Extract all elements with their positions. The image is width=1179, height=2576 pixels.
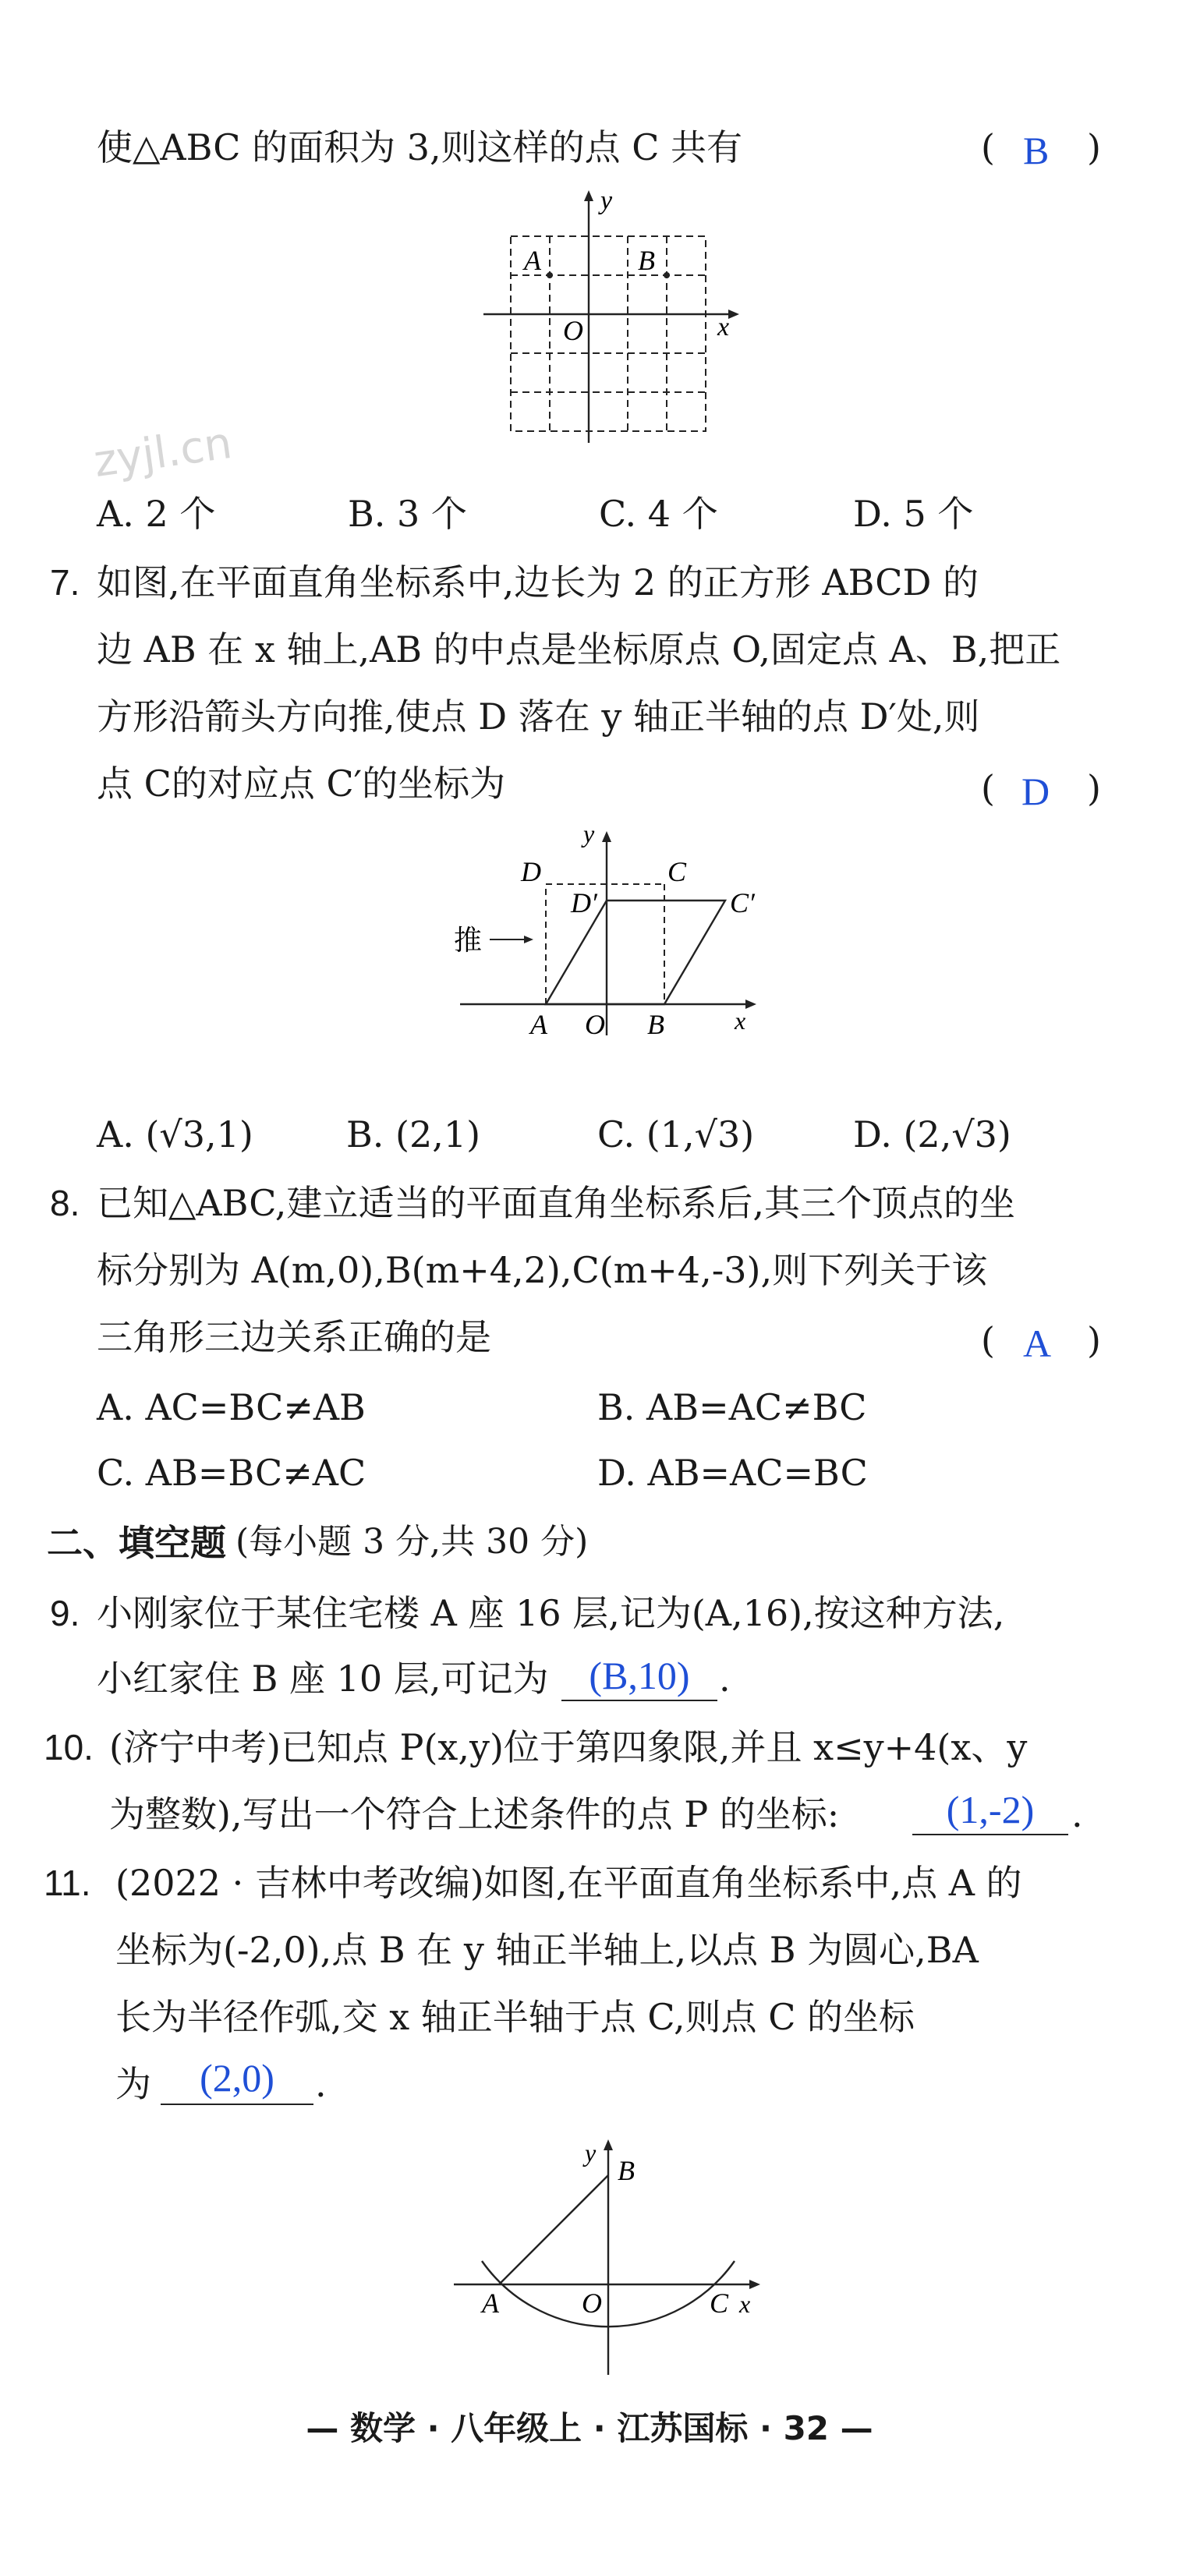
q7-label-d: D bbox=[521, 856, 541, 887]
q8-line-2: 标分别为 A(m,0),B(m+4,2),C(m+4,-3),则下列关于该 bbox=[97, 1249, 988, 1291]
q10-answer-blank: (1,-2) bbox=[912, 1787, 1068, 1835]
q11-line-4: 为 bbox=[115, 2063, 151, 2105]
q6-label-o: O bbox=[563, 315, 583, 346]
q9-line-1: 小刚家位于某住宅楼 A 座 16 层,记为(A,16),按这种方法, bbox=[97, 1592, 1005, 1634]
q6-option-a: A. 2 个 bbox=[97, 493, 216, 535]
q9-end: . bbox=[719, 1658, 731, 1700]
q7-label-b: B bbox=[647, 1009, 664, 1040]
q11-label-y: y bbox=[585, 2139, 597, 2167]
q6-stem: 使△ABC 的面积为 3,则这样的点 C 共有 bbox=[97, 126, 743, 168]
q6-answer: B bbox=[1023, 129, 1050, 172]
q7-line-4: 点 C的对应点 C′的坐标为 bbox=[97, 763, 506, 805]
q7-label-push: 推 bbox=[454, 925, 483, 956]
q8-paren-close: ) bbox=[1087, 1319, 1101, 1361]
q7-line-2: 边 AB 在 x 轴上,AB 的中点是坐标原点 O,固定点 A、B,把正 bbox=[97, 628, 1061, 671]
q8-paren-open: ( bbox=[981, 1319, 995, 1361]
q8-line-3: 三角形三边关系正确的是 bbox=[97, 1316, 491, 1358]
section-title: 二、填空题 bbox=[47, 1522, 226, 1564]
q11-line-2: 坐标为(-2,0),点 B 在 y 轴正半轴上,以点 B 为圆心,BA bbox=[115, 1929, 979, 1971]
q7-option-d: D. (2,√3) bbox=[853, 1113, 1011, 1155]
q11-number: 11. bbox=[44, 1863, 91, 1903]
q7-paren-open: ( bbox=[981, 767, 995, 809]
q11-label-x: x bbox=[739, 2290, 751, 2318]
q10-line-1: (济宁中考)已知点 P(x,y)位于第四象限,并且 x≤y+4(x、y bbox=[109, 1726, 1028, 1768]
q6-paren-close: ) bbox=[1087, 126, 1101, 168]
q11-label-a: A bbox=[482, 2288, 499, 2319]
q6-option-d: D. 5 个 bbox=[853, 493, 974, 535]
q11-line-3: 长为半径作弧,交 x 轴正半轴于点 C,则点 C 的坐标 bbox=[115, 1996, 915, 2038]
q6-label-x: x bbox=[717, 313, 730, 341]
q6-label-b: B bbox=[638, 245, 655, 276]
q7-figure bbox=[452, 825, 780, 1043]
q11-label-c: C bbox=[710, 2288, 729, 2319]
page-footer: — 数学 · 八年级上 · 江苏国标 · 32 — bbox=[306, 2409, 873, 2447]
q8-answer: A bbox=[1023, 1322, 1052, 1365]
q7-label-a: A bbox=[530, 1009, 547, 1040]
watermark: zyjl.cn bbox=[90, 417, 235, 488]
q6-paren-open: ( bbox=[981, 126, 995, 168]
q7-label-y: y bbox=[583, 825, 595, 847]
q11-line-1: (2022 · 吉林中考改编)如图,在平面直角坐标系中,点 A 的 bbox=[115, 1862, 1022, 1904]
q7-option-c: C. (1,√3) bbox=[597, 1113, 755, 1155]
q7-label-c-prime: C′ bbox=[730, 887, 755, 918]
q9-number: 9. bbox=[50, 1593, 80, 1633]
q11-label-o: O bbox=[582, 2288, 602, 2319]
q7-label-c: C bbox=[667, 856, 687, 887]
q6-option-c: C. 4 个 bbox=[599, 493, 718, 535]
q11-label-b: B bbox=[618, 2155, 635, 2186]
q8-line-1: 已知△ABC,建立适当的平面直角坐标系后,其三个顶点的坐 bbox=[97, 1182, 1016, 1224]
q8-option-a: A. AC=BC≠AB bbox=[97, 1386, 366, 1428]
q9-answer-blank: (B,10) bbox=[561, 1653, 717, 1701]
q10-end: . bbox=[1071, 1793, 1083, 1835]
q7-option-b: B. (2,1) bbox=[346, 1113, 481, 1155]
q7-label-d-prime: D′ bbox=[571, 887, 597, 918]
q10-number: 10. bbox=[44, 1727, 94, 1767]
q10-line-2: 为整数),写出一个符合上述条件的点 P 的坐标: bbox=[109, 1793, 840, 1835]
q7-paren-close: ) bbox=[1087, 767, 1101, 809]
q7-label-o: O bbox=[585, 1009, 605, 1040]
q7-option-a: A. (√3,1) bbox=[97, 1113, 253, 1155]
q6-figure bbox=[468, 186, 749, 451]
q8-option-c: C. AB=BC≠AC bbox=[97, 1452, 366, 1494]
q8-option-d: D. AB=AC=BC bbox=[597, 1452, 868, 1494]
q6-option-b: B. 3 个 bbox=[348, 493, 467, 535]
q7-line-3: 方形沿箭头方向推,使点 D 落在 y 轴正半轴的点 D′处,则 bbox=[97, 695, 980, 738]
q6-point-a bbox=[547, 272, 553, 278]
q11-end: . bbox=[315, 2063, 327, 2105]
q7-label-x: x bbox=[735, 1007, 746, 1035]
q6-label-y: y bbox=[600, 186, 613, 215]
q11-answer-blank: (2,0) bbox=[161, 2055, 313, 2105]
q11-segment-ba bbox=[499, 2175, 608, 2284]
q7-answer: D bbox=[1021, 770, 1050, 813]
q6-point-b bbox=[664, 272, 670, 278]
q8-number: 8. bbox=[50, 1183, 80, 1223]
q9-line-2: 小红家住 B 座 10 层,可记为 bbox=[97, 1658, 549, 1700]
q7-line-1: 如图,在平面直角坐标系中,边长为 2 的正方形 ABCD 的 bbox=[97, 561, 979, 603]
q6-label-a: A bbox=[524, 245, 541, 276]
q8-option-b: B. AB=AC≠BC bbox=[597, 1386, 867, 1428]
q11-figure bbox=[444, 2128, 772, 2386]
section-note: (每小题 3 分,共 30 分) bbox=[235, 1522, 589, 1562]
q7-number: 7. bbox=[50, 562, 80, 603]
